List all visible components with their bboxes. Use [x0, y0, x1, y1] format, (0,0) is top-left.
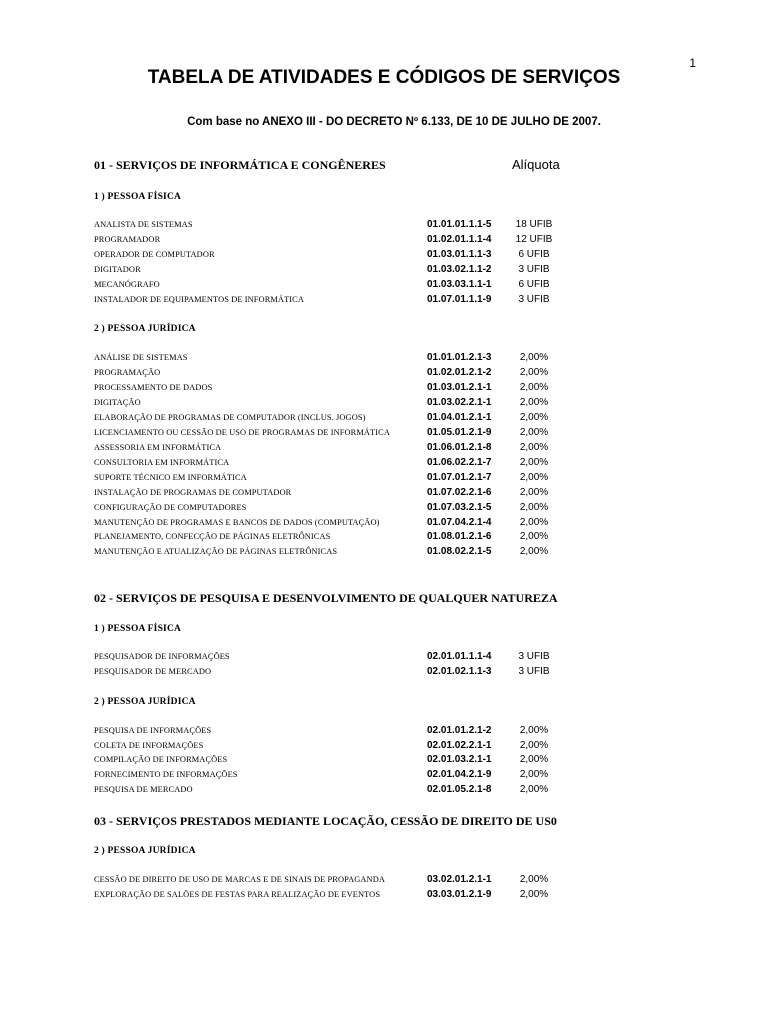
activity-name: PROGRAMAÇÃO: [94, 368, 161, 377]
activity-name: ANÁLISE DE SISTEMAS: [94, 353, 188, 362]
activity-name: COMPILAÇÃO DE INFORMAÇÕES: [94, 755, 228, 764]
rate-value: 2,00%: [519, 517, 549, 528]
table-row: [94, 381, 614, 395]
table-row: [94, 218, 614, 232]
service-code: 01.04.01.2.1-1: [427, 412, 492, 423]
activity-name: MANUTENÇÃO DE PROGRAMAS E BANCOS DE DADOS (COMPUTAÇÃO): [94, 518, 380, 527]
table-row: [94, 873, 614, 887]
table-row: [94, 293, 614, 307]
rate-value: 2,00%: [519, 427, 549, 438]
service-code: 02.01.02.1.1-3: [427, 666, 492, 677]
section-heading-01: 01 - SERVIÇOS DE INFORMÁTICA E CONGÊNERES: [94, 158, 386, 172]
service-code: 02.01.01.2.1-2: [427, 725, 492, 736]
service-code: 01.03.02.2.1-1: [427, 397, 492, 408]
activity-name: CONSULTORIA EM INFORMÁTICA: [94, 458, 230, 467]
table-row: [94, 411, 614, 425]
service-code: 01.06.02.2.1-7: [427, 457, 492, 468]
section-heading-03: 03 - SERVIÇOS PRESTADOS MEDIANTE LOCAÇÃO, CESSÃO DE DIREITO DE US0: [94, 814, 557, 828]
document-title: TABELA DE ATIVIDADES E CÓDIGOS DE SERVIÇOS: [147, 67, 621, 88]
table-row: [94, 783, 614, 797]
rate-value: 12 UFIB: [515, 234, 553, 245]
service-code: 01.07.01.2.1-7: [427, 472, 492, 483]
activity-name: MANUTENÇÃO E ATUALIZAÇÃO DE PÁGINAS ELETRÔNICAS: [94, 547, 338, 556]
group-heading-pessoa-juridica: 2 ) PESSOA JURÍDICA: [94, 324, 196, 334]
service-code: 01.07.02.2.1-6: [427, 487, 492, 498]
activity-name: PESQUISA DE MERCADO: [94, 785, 193, 794]
service-code: 03.02.01.2.1-1: [427, 874, 492, 885]
activity-name: DIGITADOR: [94, 265, 141, 274]
rate-value: 18 UFIB: [515, 219, 553, 230]
rate-value: 2,00%: [519, 442, 549, 453]
service-code: 01.02.01.1.1-4: [427, 234, 492, 245]
rate-value: 2,00%: [519, 889, 549, 900]
service-code: 01.03.02.1.1-2: [427, 264, 492, 275]
rate-value: 3 UFIB: [518, 264, 550, 275]
table-row: [94, 351, 614, 365]
service-code: 01.03.01.2.1-1: [427, 382, 492, 393]
group-heading-pessoa-fisica: 1 ) PESSOA FÍSICA: [94, 624, 182, 634]
rate-value: 2,00%: [519, 740, 549, 751]
table-row: [94, 278, 614, 292]
rate-value: 2,00%: [519, 725, 549, 736]
activity-name: PESQUISADOR DE INFORMAÇÕES: [94, 652, 230, 661]
service-code: 01.03.03.1.1-1: [427, 279, 492, 290]
table-row: [94, 441, 614, 455]
activity-name: PESQUISADOR DE MERCADO: [94, 667, 212, 676]
group-heading-pessoa-juridica: 2 ) PESSOA JURÍDICA: [94, 697, 196, 707]
table-row: [94, 650, 614, 664]
table-row: [94, 248, 614, 262]
group-heading-pessoa-fisica: 1 ) PESSOA FÍSICA: [94, 192, 182, 202]
table-row: [94, 768, 614, 782]
service-code: 01.07.03.2.1-5: [427, 502, 492, 513]
rate-value: 3 UFIB: [518, 294, 550, 305]
rate-value: 6 UFIB: [518, 249, 550, 260]
rate-value: 2,00%: [519, 352, 549, 363]
table-row: [94, 501, 614, 515]
table-row: [94, 665, 614, 679]
table-row: [94, 545, 614, 559]
activity-name: EXPLORAÇÃO DE SALÕES DE FESTAS PARA REALIZAÇÃO DE EVENTOS: [94, 890, 381, 899]
activity-name: CESSÃO DE DIREITO DE USO DE MARCAS E DE SINAIS DE PROPAGANDA: [94, 875, 386, 884]
activity-name: OPERADOR DE COMPUTADOR: [94, 250, 215, 259]
table-row: [94, 426, 614, 440]
document-subtitle: Com base no ANEXO III - DO DECRETO Nº 6.133, DE 10 DE JULHO DE 2007.: [187, 116, 601, 128]
activity-name: INSTALAÇÃO DE PROGRAMAS DE COMPUTADOR: [94, 488, 292, 497]
table-row: [94, 456, 614, 470]
table-row: [94, 530, 614, 544]
table-row: [94, 486, 614, 500]
rate-value: 2,00%: [519, 382, 549, 393]
table-row: [94, 366, 614, 380]
rate-value: 2,00%: [519, 457, 549, 468]
rate-value: 2,00%: [519, 487, 549, 498]
section-heading-02: 02 - SERVIÇOS DE PESQUISA E DESENVOLVIMENTO DE QUALQUER NATUREZA: [94, 591, 558, 605]
activity-name: FORNECIMENTO DE INFORMAÇÕES: [94, 770, 238, 779]
activity-name: ASSESSORIA EM INFORMÁTICA: [94, 443, 222, 452]
service-code: 02.01.05.2.1-8: [427, 784, 492, 795]
activity-name: PESQUISA DE INFORMAÇÕES: [94, 726, 212, 735]
activity-name: LICENCIAMENTO OU CESSÃO DE USO DE PROGRAMAS DE INFORMÁTICA: [94, 428, 390, 437]
activity-name: CONFIGURAÇÃO DE COMPUTADORES: [94, 503, 247, 512]
rate-value: 2,00%: [519, 412, 549, 423]
aliquota-column-header: Alíquota: [512, 157, 560, 172]
service-code: 01.06.01.2.1-8: [427, 442, 492, 453]
service-code: 01.02.01.2.1-2: [427, 367, 492, 378]
service-code: 01.03.01.1.1-3: [427, 249, 492, 260]
rate-value: 2,00%: [519, 784, 549, 795]
rate-value: 3 UFIB: [518, 666, 550, 677]
table-row: [94, 471, 614, 485]
table-row: [94, 233, 614, 247]
service-code: 01.08.02.2.1-5: [427, 546, 492, 557]
rate-value: 2,00%: [519, 531, 549, 542]
activity-name: COLETA DE INFORMAÇÕES: [94, 741, 204, 750]
service-code: 02.01.03.2.1-1: [427, 754, 492, 765]
service-code: 01.08.01.2.1-6: [427, 531, 492, 542]
table-row: [94, 739, 614, 753]
service-code: 03.03.01.2.1-9: [427, 889, 492, 900]
activity-name: PROCESSAMENTO DE DADOS: [94, 383, 213, 392]
activity-name: DIGITAÇÃO: [94, 398, 141, 407]
service-code: 02.01.01.1.1-4: [427, 651, 492, 662]
activity-name: PROGRAMADOR: [94, 235, 161, 244]
service-code: 02.01.04.2.1-9: [427, 769, 492, 780]
service-code: 02.01.02.2.1-1: [427, 740, 492, 751]
activity-name: MECANÓGRAFO: [94, 280, 160, 289]
rate-value: 3 UFIB: [518, 651, 550, 662]
rate-value: 2,00%: [519, 397, 549, 408]
rate-value: 2,00%: [519, 546, 549, 557]
service-code: 01.07.04.2.1-4: [427, 517, 492, 528]
rate-value: 2,00%: [519, 769, 549, 780]
table-row: [94, 263, 614, 277]
rate-value: 2,00%: [519, 874, 549, 885]
service-code: 01.05.01.2.1-9: [427, 427, 492, 438]
table-row: [94, 753, 614, 767]
service-code: 01.01.01.1.1-5: [427, 219, 492, 230]
table-row: [94, 396, 614, 410]
activity-name: PLANEJAMENTO, CONFECÇÃO DE PÁGINAS ELETRÔNICAS: [94, 532, 331, 541]
table-row: [94, 516, 614, 530]
table-row: [94, 724, 614, 738]
rate-value: 2,00%: [519, 367, 549, 378]
activity-name: INSTALADOR DE EQUIPAMENTOS DE INFORMÁTICA: [94, 295, 305, 304]
activity-name: ANALISTA DE SISTEMAS: [94, 220, 193, 229]
rate-value: 2,00%: [519, 754, 549, 765]
group-heading-pessoa-juridica: 2 ) PESSOA JURÍDICA: [94, 846, 196, 856]
rate-value: 2,00%: [519, 472, 549, 483]
activity-name: SUPORTE TÉCNICO EM INFORMÁTICA: [94, 473, 247, 482]
rate-value: 2,00%: [519, 502, 549, 513]
service-code: 01.01.01.2.1-3: [427, 352, 492, 363]
service-code: 01.07.01.1.1-9: [427, 294, 492, 305]
activity-name: ELABORAÇÃO DE PROGRAMAS DE COMPUTADOR (INCLUS. JOGOS): [94, 413, 366, 422]
table-row: [94, 888, 614, 902]
rate-value: 6 UFIB: [518, 279, 550, 290]
page-number: 1: [689, 56, 696, 70]
